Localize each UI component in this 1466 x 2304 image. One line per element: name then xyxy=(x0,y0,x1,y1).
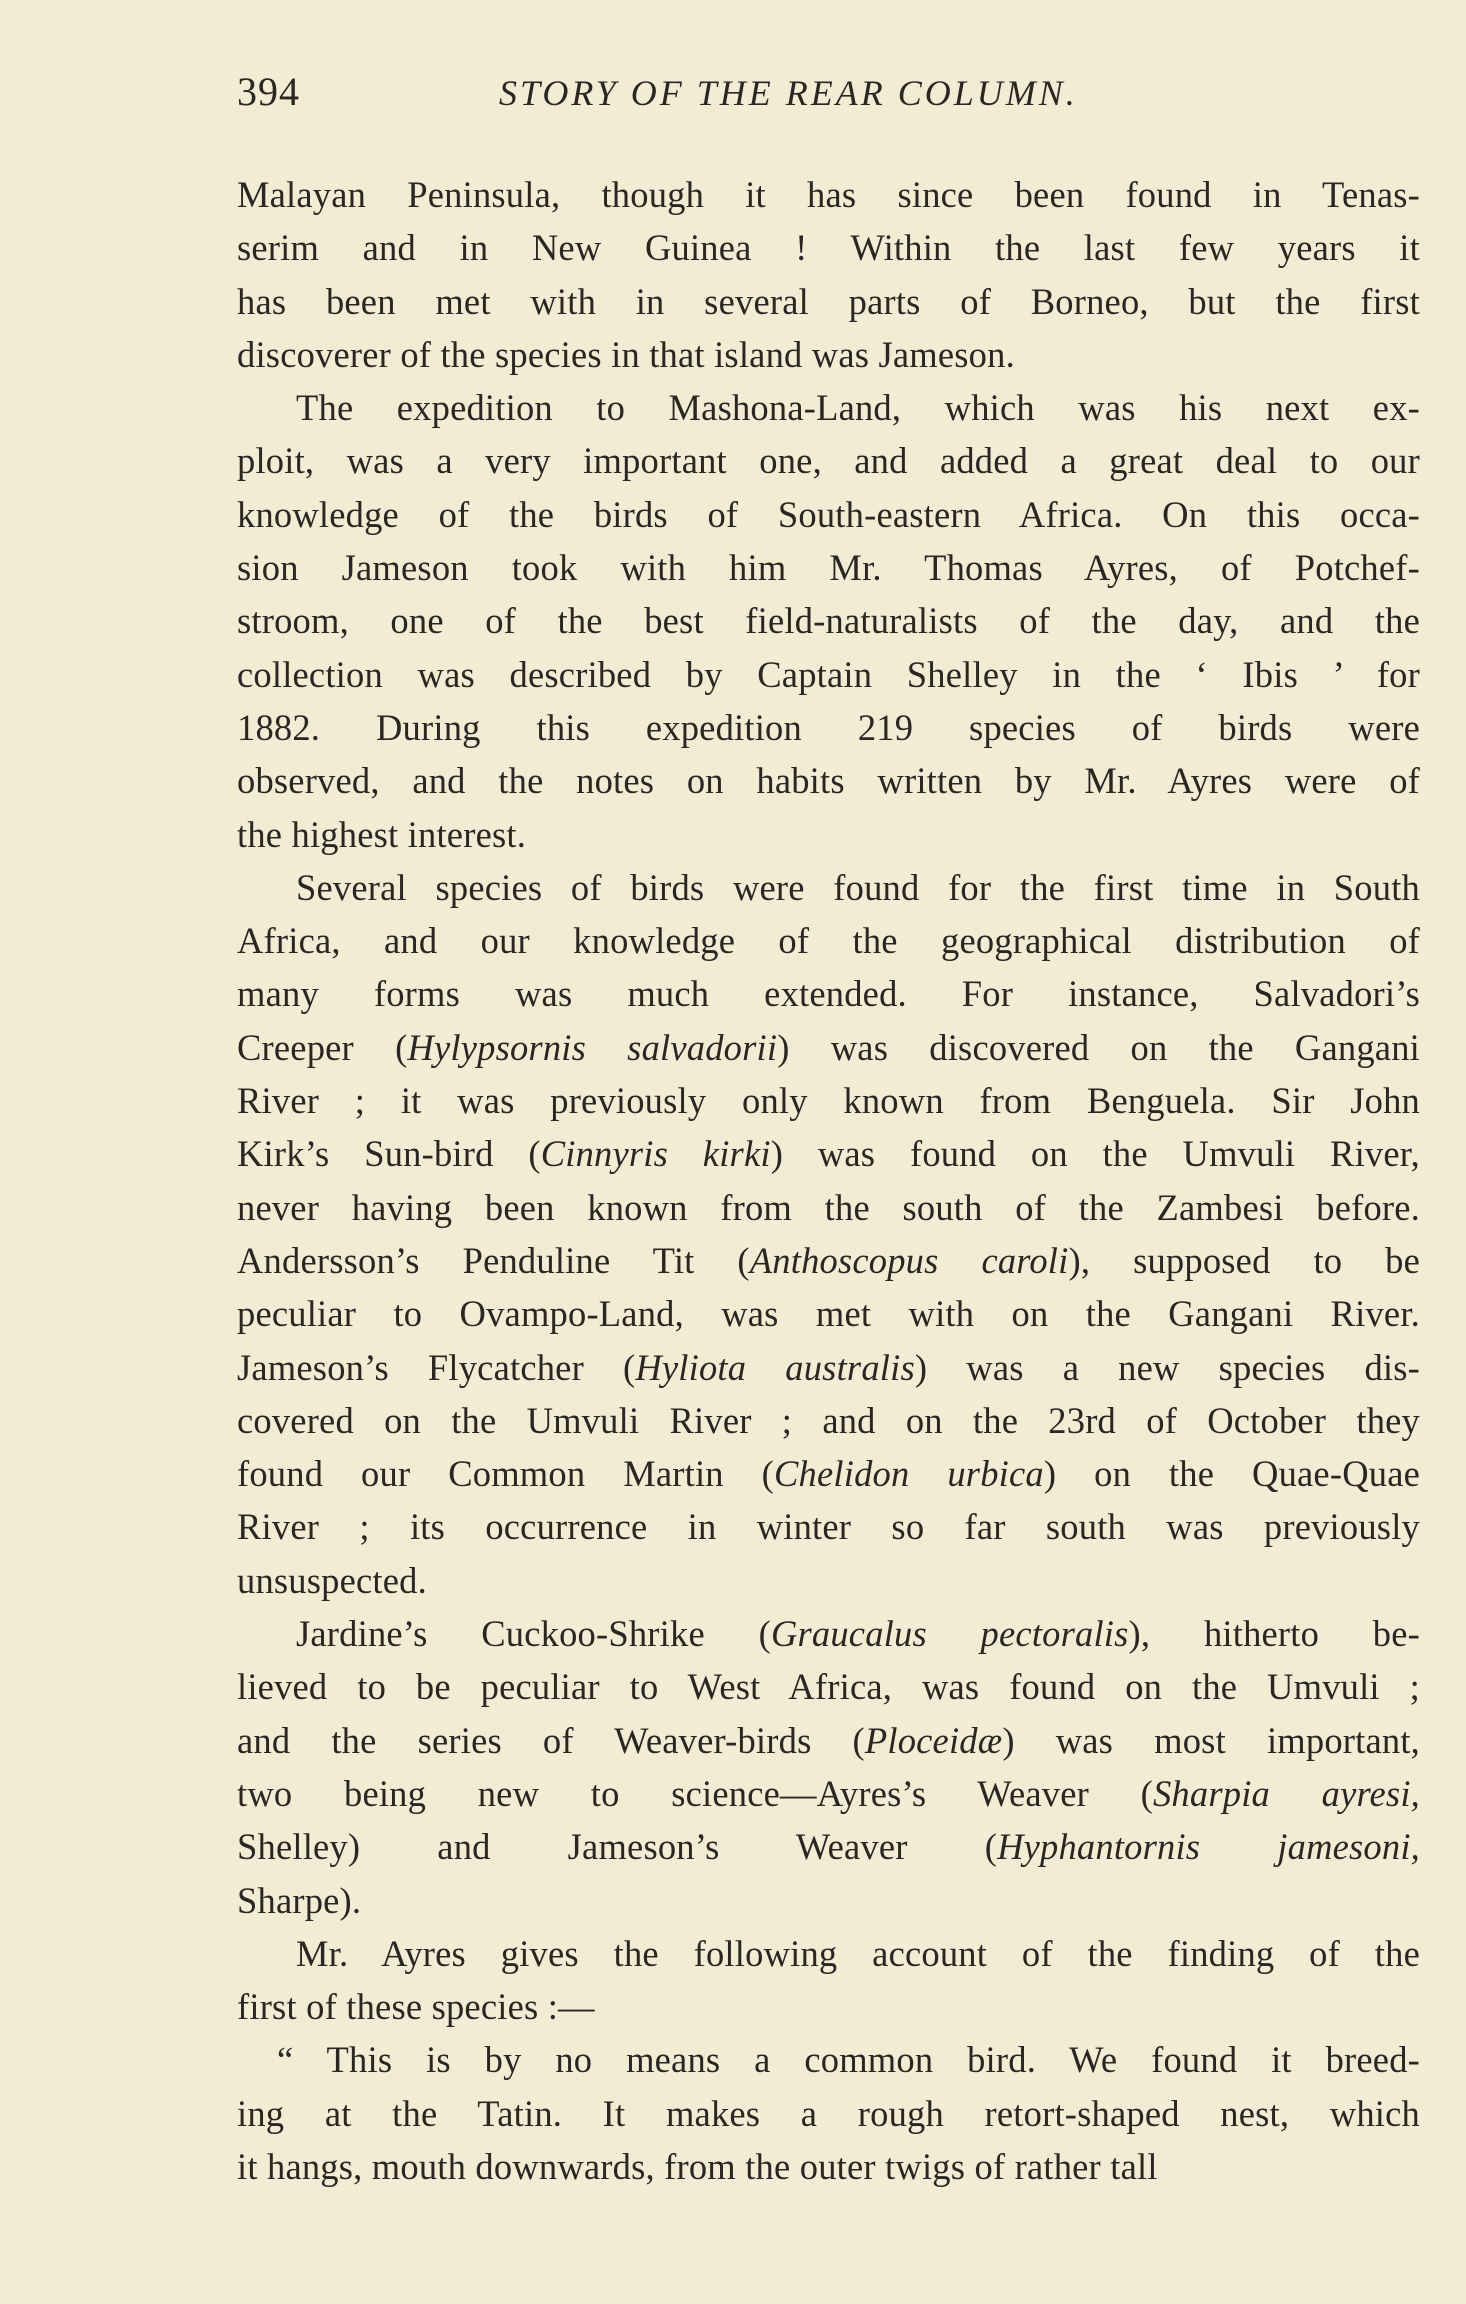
text-line xyxy=(237,914,1420,967)
text-line xyxy=(237,861,1420,914)
line-text: two being new to science—Ayres’s Weaver ( xyxy=(237,1772,1153,1814)
line-text: ) on the Quae-Quae xyxy=(1043,1453,1421,1495)
species-name: Hyphantornis jamesoni, xyxy=(997,1826,1420,1868)
text-line xyxy=(237,648,1420,701)
page-number: 394 xyxy=(237,69,300,114)
text-line xyxy=(237,701,1420,754)
text-line xyxy=(237,434,1420,487)
text-line xyxy=(237,2033,1420,2086)
line-text: Jardine’s Cuckoo-Shrike ( xyxy=(296,1613,771,1655)
line-text: stroom, one of the best field-naturalists of the day, and the xyxy=(237,600,1420,642)
text-line xyxy=(237,275,1420,328)
line-text: never having been known from the south of the Zambesi before. xyxy=(237,1186,1420,1228)
line-text: ing at the Tatin. It makes a rough retort-shaped nest, which xyxy=(237,2092,1420,2134)
text-line xyxy=(237,1660,1420,1713)
line-text: “ This is by no means a common bird. We found it breed- xyxy=(277,2039,1420,2081)
line-text: collection was described by Captain Shelley in the ‘ Ibis ’ for xyxy=(237,653,1420,695)
line-text: 1882. During this expedition 219 species of birds were xyxy=(237,706,1420,748)
line-text: Andersson’s Penduline Tit ( xyxy=(237,1239,750,1281)
text-line xyxy=(237,1767,1420,1820)
line-text: covered on the Umvuli River ; and on the 23rd of October they xyxy=(237,1399,1420,1441)
text-line xyxy=(237,1554,1420,1607)
species-name: Hylypsornis salvadorii xyxy=(407,1026,778,1068)
text-line xyxy=(237,808,1420,861)
line-text: found our Common Martin ( xyxy=(237,1453,775,1495)
text-line xyxy=(237,221,1420,274)
text-line xyxy=(237,1074,1420,1127)
line-text: unsuspected. xyxy=(237,1559,427,1601)
line-text: ), hitherto be- xyxy=(1128,1613,1420,1655)
text-line xyxy=(237,1127,1420,1180)
line-text: Sharpe). xyxy=(237,1879,362,1921)
line-text: Malayan Peninsula, though it has since been found in Tenas- xyxy=(237,174,1420,215)
line-text: ploit, was a very important one, and added a great deal to our xyxy=(237,440,1420,482)
species-name: Sharpia ayresi, xyxy=(1152,1772,1420,1814)
line-text: sion Jameson took with him Mr. Thomas Ayres, of Potchef- xyxy=(237,547,1420,589)
text-line xyxy=(237,328,1420,381)
line-text: Several species of birds were found for the first time in South xyxy=(296,866,1420,908)
species-name: Graucalus pectoralis xyxy=(770,1613,1129,1655)
text-line xyxy=(237,1181,1420,1234)
line-text: discoverer of the species in that island was Jameson. xyxy=(237,333,1015,375)
species-name: Cinnyris kirki xyxy=(540,1133,771,1175)
species-name: Ploceidæ xyxy=(864,1719,1003,1761)
text-line xyxy=(237,1927,1420,1980)
line-text: and the series of Weaver-birds ( xyxy=(237,1719,865,1761)
text-line xyxy=(237,1021,1420,1074)
line-text: ) was most important, xyxy=(1002,1719,1420,1761)
line-text: serim and in New Guinea ! Within the last few years it xyxy=(237,227,1420,269)
running-head: STORY OF THE REAR COLUMN. xyxy=(499,73,1078,113)
line-text: Creeper ( xyxy=(237,1026,408,1068)
line-text: Africa, and our knowledge of the geographical distribution of xyxy=(237,920,1420,962)
line-text: the highest interest. xyxy=(237,813,527,855)
line-text: first of these species :— xyxy=(237,1986,595,2028)
text-line xyxy=(237,1394,1420,1447)
text-line xyxy=(237,2140,1420,2193)
text-line xyxy=(237,754,1420,807)
line-text: The expedition to Mashona-Land, which was his next ex- xyxy=(296,387,1420,429)
line-text: River ; its occurrence in winter so far south was previously xyxy=(237,1506,1420,1548)
text-line xyxy=(237,1714,1420,1767)
line-text: knowledge of the birds of South-eastern Africa. On this occa- xyxy=(237,493,1420,535)
text-line xyxy=(237,381,1420,434)
line-text: ) was found on the Umvuli River, xyxy=(770,1133,1420,1175)
text-line xyxy=(237,1607,1420,1660)
text-line xyxy=(237,168,1420,221)
line-text: observed, and the notes on habits written by Mr. Ayres were of xyxy=(237,760,1420,802)
text-line xyxy=(237,1980,1420,2033)
text-line xyxy=(237,1820,1420,1873)
text-line xyxy=(237,1874,1420,1927)
line-text: has been met with in several parts of Borneo, but the first xyxy=(237,280,1420,322)
line-text: lieved to be peculiar to West Africa, was found on the Umvuli ; xyxy=(237,1666,1420,1708)
line-text: River ; it was previously only known from Benguela. Sir John xyxy=(237,1080,1420,1122)
line-text: it hangs, mouth downwards, from the outer twigs of rather tall xyxy=(237,2145,1158,2187)
text-line xyxy=(237,541,1420,594)
text-line xyxy=(237,1500,1420,1553)
text-line xyxy=(237,1287,1420,1340)
line-text: Shelley) and Jameson’s Weaver ( xyxy=(237,1826,998,1868)
text-line xyxy=(237,1234,1420,1287)
species-name: Anthoscopus caroli xyxy=(749,1239,1069,1281)
text-line xyxy=(237,594,1420,647)
line-text: ), supposed to be xyxy=(1068,1239,1421,1281)
line-text: ) was a new species dis- xyxy=(914,1346,1421,1388)
text-line xyxy=(237,2087,1420,2140)
species-name: Hyliota australis xyxy=(635,1346,915,1388)
page-header xyxy=(237,68,1237,128)
text-line xyxy=(237,1341,1420,1394)
body-text xyxy=(237,168,1420,2193)
line-text: Mr. Ayres gives the following account of the finding of the xyxy=(296,1932,1420,1974)
line-text: ) was discovered on the Gangani xyxy=(777,1026,1420,1068)
line-text: Kirk’s Sun-bird ( xyxy=(237,1133,541,1175)
line-text: peculiar to Ovampo-Land, was met with on the Gangani River. xyxy=(237,1293,1420,1335)
text-line xyxy=(237,488,1420,541)
species-name: Chelidon urbica xyxy=(774,1453,1044,1495)
line-text: many forms was much extended. For instance, Salvadori’s xyxy=(237,973,1420,1015)
text-line xyxy=(237,1447,1420,1500)
text-line xyxy=(237,967,1420,1020)
line-text: Jameson’s Flycatcher ( xyxy=(237,1346,636,1388)
